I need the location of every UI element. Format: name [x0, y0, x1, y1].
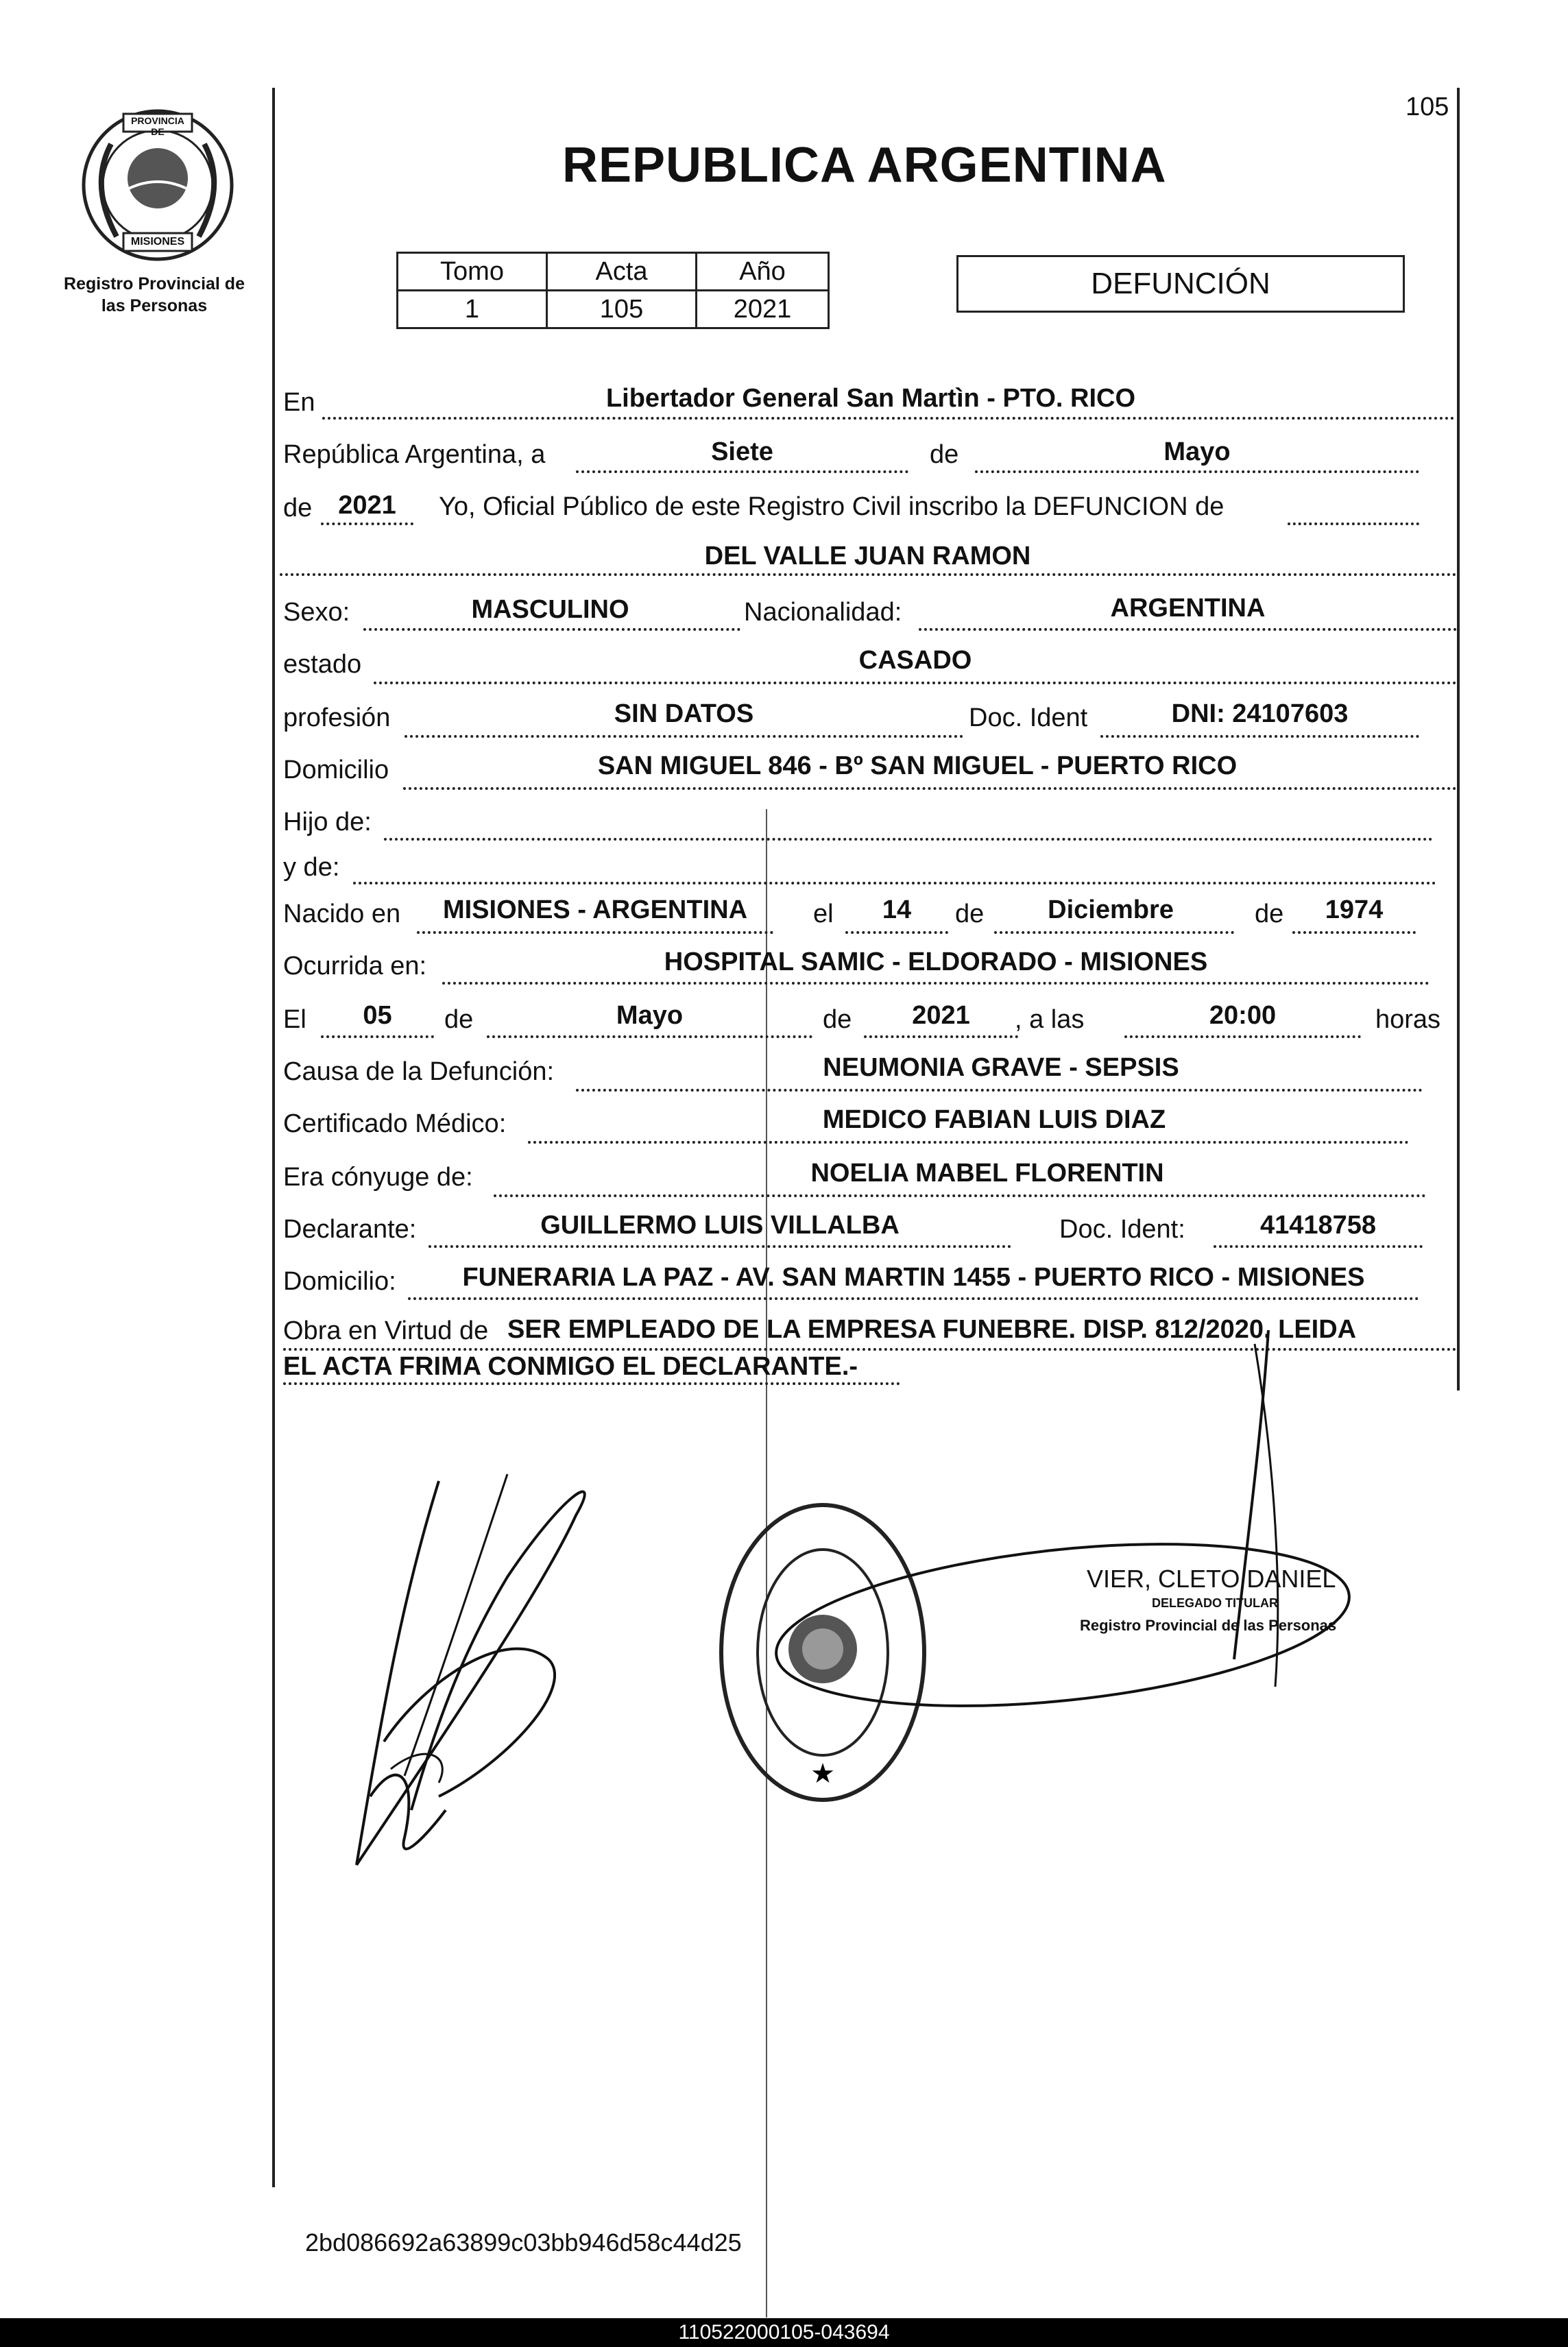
de-death-label-1: de: [444, 1005, 474, 1034]
hijo-de-label: Hijo de:: [283, 808, 372, 837]
certificado-dotted-line: [528, 1141, 1409, 1144]
nacionalidad-value: ARGENTINA: [1110, 594, 1266, 623]
year-dotted-line: [321, 522, 413, 525]
acta-value: 105: [547, 291, 697, 328]
registry-caption: [41, 273, 267, 317]
doc-ident-declarante-dotted-line: [1214, 1245, 1423, 1248]
el-death-label: El: [283, 1005, 306, 1034]
declarante-label: Declarante:: [283, 1215, 417, 1244]
conyuge-value: NOELIA MABEL FLORENTIN: [810, 1159, 1164, 1188]
yo-dotted-line: [1288, 522, 1419, 525]
deceased-name: DEL VALLE JUAN RAMON: [704, 542, 1031, 570]
nacionalidad-label: Nacionalidad:: [744, 598, 902, 627]
causa-label: Causa de la Defunción:: [283, 1057, 555, 1086]
doc-ident-declarante-label: Doc. Ident:: [1059, 1215, 1185, 1244]
death-day-dotted-line: [321, 1035, 434, 1038]
domicilio-value: SAN MIGUEL 846 - Bº SAN MIGUEL - PUERTO RICO: [597, 751, 1238, 780]
year-value: 2021: [338, 491, 396, 520]
birth-month-value: Diciembre: [1048, 895, 1174, 924]
svg-text:★: ★: [810, 1758, 835, 1790]
profesion-value: SIN DATOS: [614, 699, 754, 728]
document-hash: 2bd086692a63899c03bb946d58c44d25: [305, 2228, 742, 2256]
yo-statement: Yo, Oficial Público de este Registro Civil inscribo la DEFUNCION de: [439, 492, 1225, 521]
domicilio-declarante-value: FUNERARIA LA PAZ - AV. SAN MARTIN 1455 - PUERTO RICO - MISIONES: [462, 1263, 1365, 1292]
y-de-label: y de:: [283, 853, 340, 882]
republica-label: República Argentina, a: [283, 440, 546, 469]
de-birth-label-1: de: [955, 900, 985, 928]
anio-header: Año: [697, 253, 829, 291]
de-label-1: de: [930, 440, 959, 469]
death-year-value: 2021: [912, 1001, 970, 1030]
month-value: Mayo: [1163, 437, 1231, 466]
certificado-value: MEDICO FABIAN LUIS DIAZ: [822, 1105, 1166, 1134]
official-name: VIER, CLETO DANIEL: [1087, 1565, 1336, 1593]
doc-ident-value: DNI: 24107603: [1171, 699, 1349, 728]
doc-ident-dotted-line: [1100, 735, 1419, 738]
birth-day-value: 14: [882, 895, 912, 924]
official-title: DELEGADO TITULAR: [1152, 1596, 1278, 1610]
en-dotted-line: [322, 417, 1455, 420]
birth-year-dotted-line: [1292, 931, 1416, 934]
ocurrida-en-label: Ocurrida en:: [283, 952, 427, 980]
de-death-label-2: de: [823, 1005, 852, 1034]
registry-caption-line1: Registro Provincial de: [64, 274, 245, 293]
document-type-box: DEFUNCIÓN: [956, 255, 1405, 313]
domicilio-declarante-label: Domicilio:: [283, 1267, 396, 1296]
nacido-en-dotted-line: [417, 931, 773, 934]
causa-value: NEUMONIA GRAVE - SEPSIS: [823, 1053, 1179, 1082]
month-dotted-line: [975, 470, 1419, 473]
nacido-en-label: Nacido en: [283, 900, 401, 928]
tomo-acta-anio-table: [396, 252, 830, 329]
doc-ident-declarante-value: 41418758: [1259, 1211, 1377, 1240]
registry-caption-line2: las Personas: [101, 296, 208, 315]
left-margin-line: [272, 88, 275, 2187]
estado-label: estado: [283, 650, 362, 679]
causa-dotted-line: [576, 1089, 1423, 1092]
de-label-2: de: [283, 494, 313, 522]
obra-value-line2: EL ACTA FRIMA CONMIGO EL DECLARANTE.-: [283, 1352, 858, 1381]
conyuge-dotted-line: [494, 1194, 1426, 1197]
profesion-label: profesión: [283, 703, 391, 732]
death-month-value: Mayo: [616, 1001, 684, 1030]
domicilio-declarante-dotted-line: [408, 1297, 1419, 1300]
profesion-dotted-line: [405, 735, 963, 738]
day-dotted-line: [576, 470, 908, 473]
seal-text-top: PROVINCIA DE: [131, 115, 184, 137]
day-value: Siete: [711, 437, 773, 466]
page-title: REPUBLICA ARGENTINA: [562, 138, 1167, 193]
sexo-value: MASCULINO: [471, 595, 629, 624]
right-margin-line: [1457, 88, 1460, 1391]
domicilio-label: Domicilio: [283, 756, 389, 784]
birth-day-dotted-line: [845, 931, 948, 934]
estado-value: CASADO: [858, 646, 972, 675]
birth-year-value: 1974: [1325, 895, 1384, 924]
declarante-dotted-line: [429, 1245, 1011, 1248]
declarant-signature: [302, 1454, 658, 1892]
official-org: Registro Provincial de las Personas: [1080, 1617, 1337, 1634]
de-birth-label-2: de: [1255, 900, 1284, 928]
y-de-dotted-line: [353, 882, 1436, 884]
a-las-label: , a las: [1015, 1005, 1085, 1034]
page-number: 105: [1406, 93, 1449, 121]
horas-label: horas: [1375, 1005, 1441, 1034]
en-label: En: [283, 388, 315, 417]
death-month-dotted-line: [487, 1035, 812, 1038]
death-time-dotted-line: [1124, 1035, 1361, 1038]
hijo-de-dotted-line: [384, 838, 1433, 841]
ocurrida-en-value: HOSPITAL SAMIC - ELDORADO - MISIONES: [664, 948, 1208, 976]
acta-header: Acta: [547, 253, 697, 291]
doc-ident-label: Doc. Ident: [969, 703, 1088, 732]
anio-value: 2021: [697, 291, 829, 328]
obra-label: Obra en Virtud de: [283, 1316, 489, 1345]
nacido-en-value: MISIONES - ARGENTINA: [442, 895, 748, 924]
death-day-value: 05: [363, 1001, 392, 1030]
birth-month-dotted-line: [994, 931, 1234, 934]
seal-text-bottom: MISIONES: [130, 236, 185, 248]
ocurrida-en-dotted-line: [442, 982, 1430, 985]
footer-code-bar: 110522000105-043694: [0, 2318, 1568, 2347]
death-time-value: 20:00: [1209, 1001, 1277, 1030]
nacionalidad-dotted-line: [919, 628, 1457, 631]
name-dotted-line: [280, 573, 1457, 576]
declarante-value: GUILLERMO LUIS VILLALBA: [540, 1211, 900, 1240]
sexo-label: Sexo:: [283, 598, 350, 627]
obra-value-line1: SER EMPLEADO DE LA EMPRESA FUNEBRE. DISP. 812/2020. LEIDA: [507, 1315, 1357, 1344]
conyuge-label: Era cónyuge de:: [283, 1163, 473, 1192]
provincial-seal-logo: [75, 103, 240, 267]
sexo-dotted-line: [363, 628, 740, 631]
domicilio-dotted-line: [403, 787, 1457, 790]
estado-dotted-line: [374, 682, 1457, 684]
certificado-label: Certificado Médico:: [283, 1109, 507, 1138]
death-year-dotted-line: [864, 1035, 1018, 1038]
el-label: el: [813, 900, 834, 928]
official-signature: [754, 1330, 1358, 1714]
tomo-value: 1: [398, 291, 547, 328]
tomo-header: Tomo: [398, 253, 547, 291]
place-value: Libertador General San Martìn - PTO. RICO: [605, 384, 1136, 413]
